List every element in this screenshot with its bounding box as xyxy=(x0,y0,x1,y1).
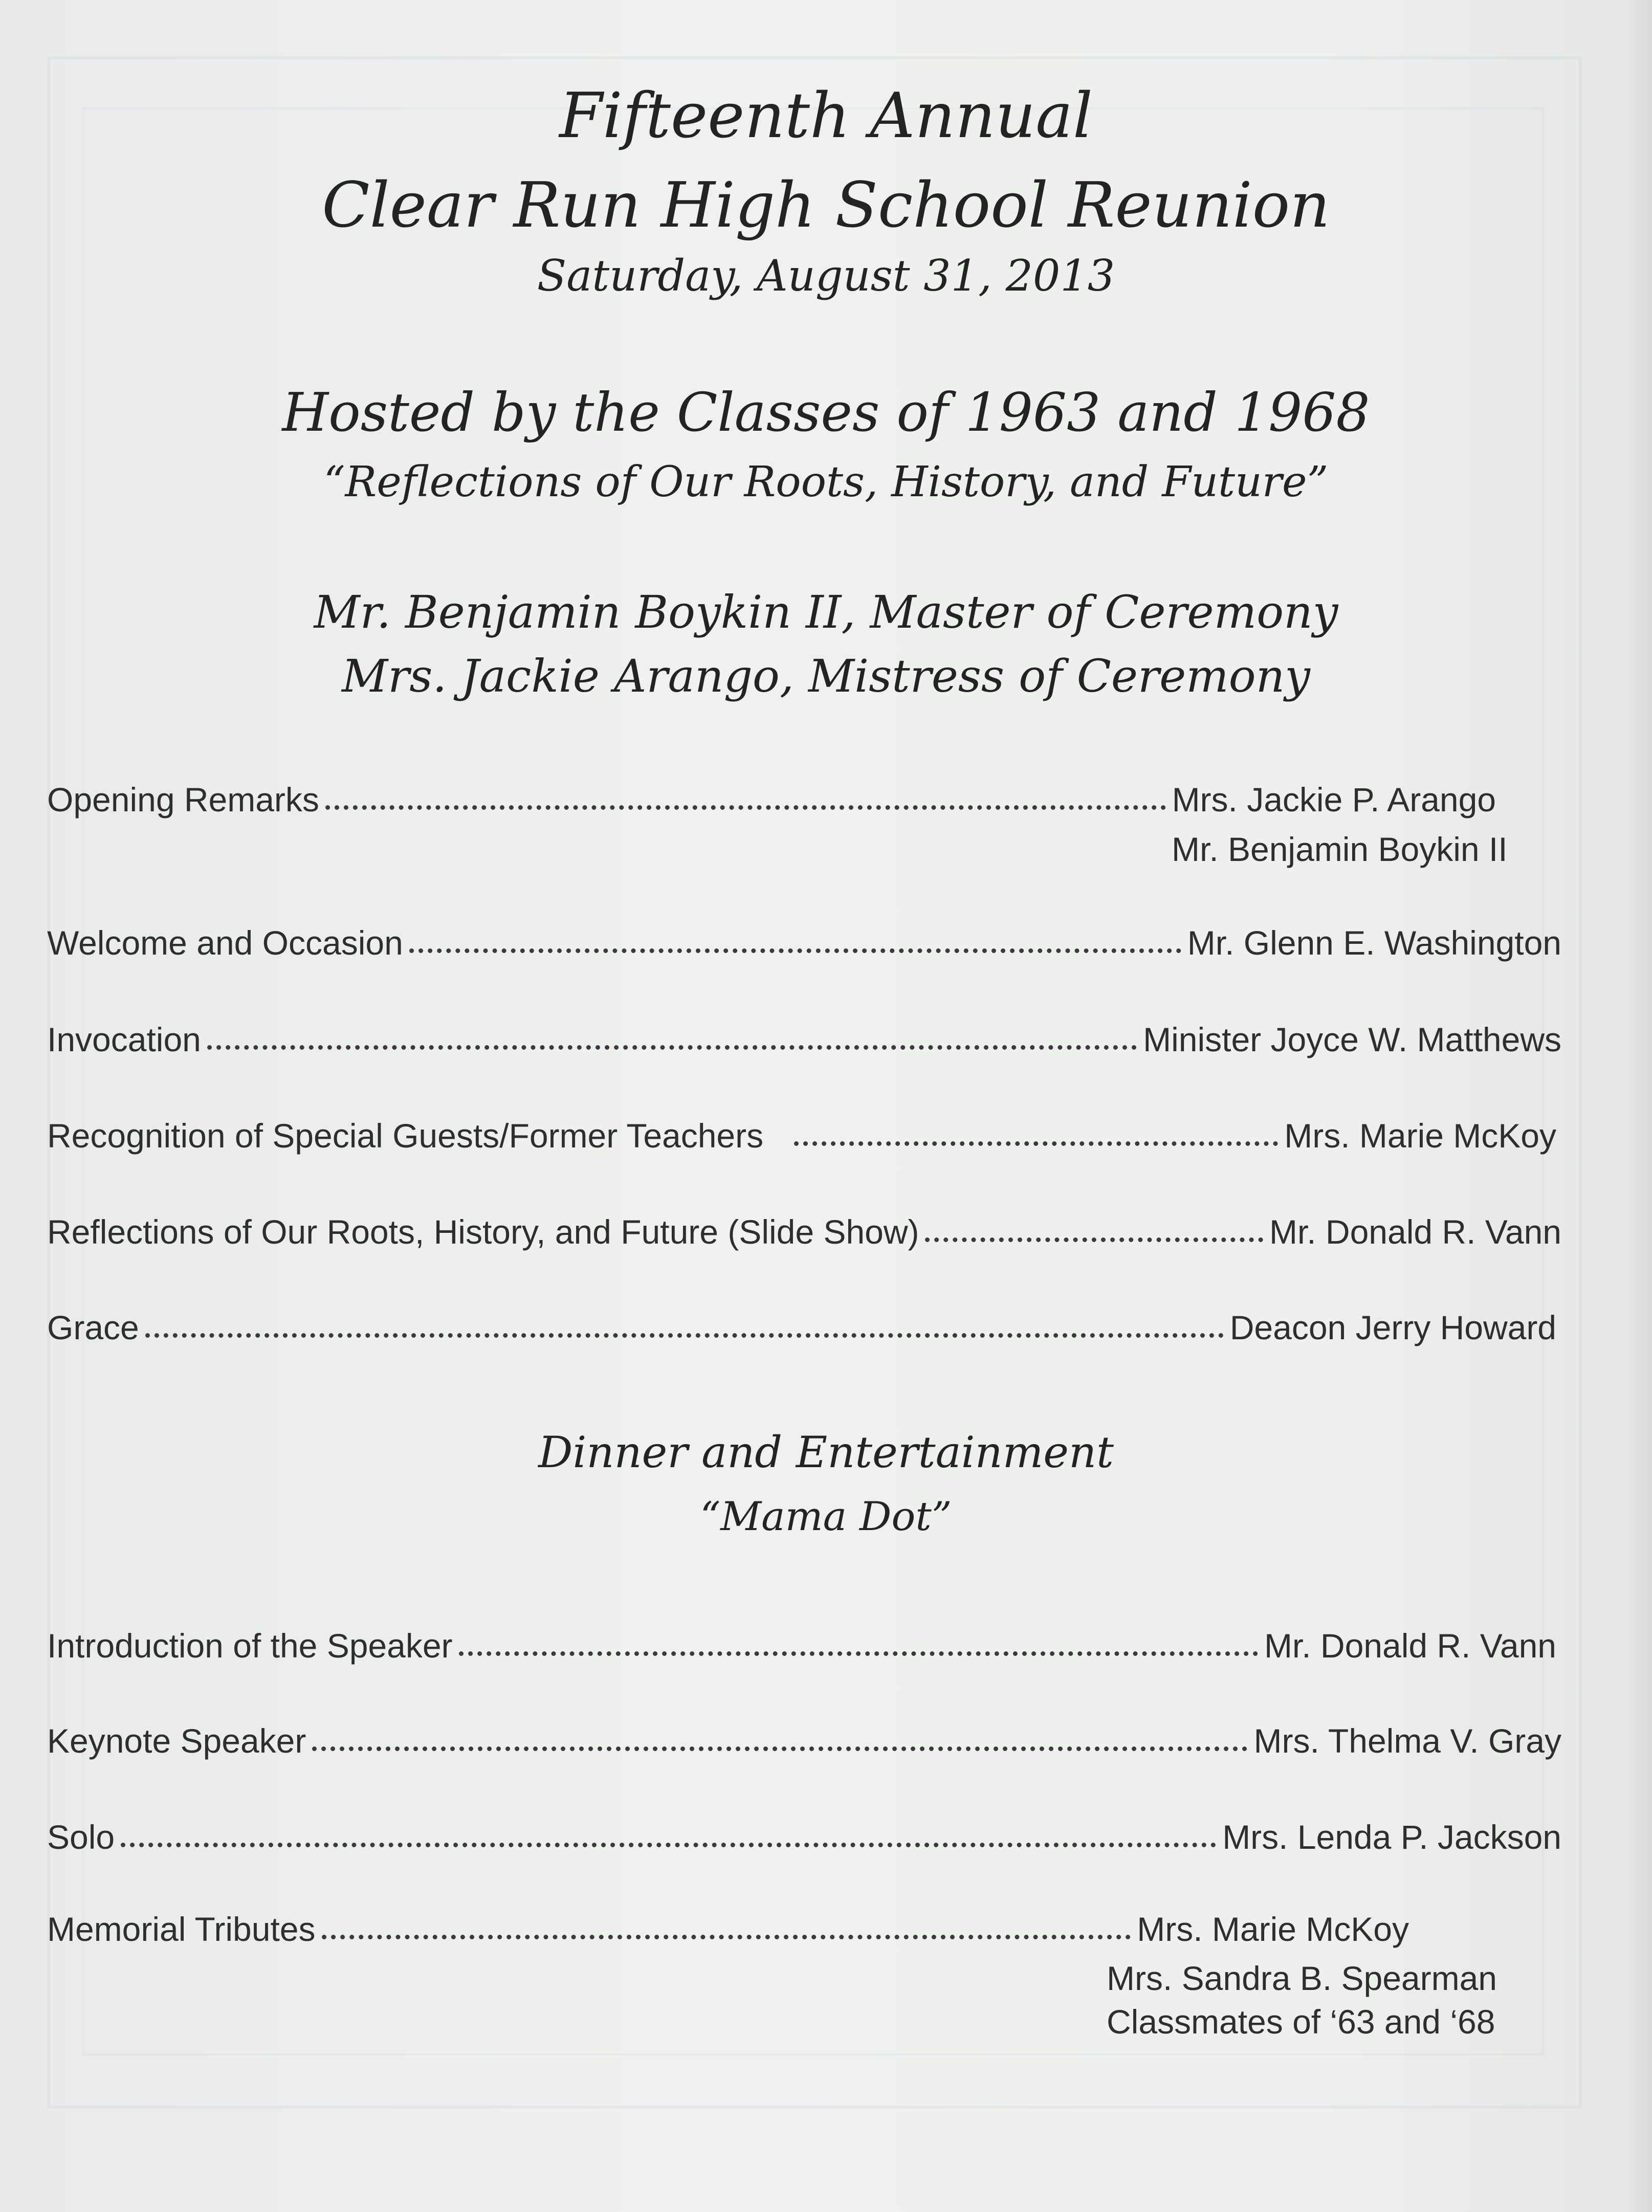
hosted-by: Hosted by the Classes of 1963 and 1968 xyxy=(282,381,1370,444)
program-item-keynote xyxy=(47,1720,1561,1761)
program-item-label: Keynote Speaker xyxy=(47,1722,306,1760)
program-item-invocation xyxy=(47,1019,1561,1060)
program-item-label: Memorial Tributes xyxy=(47,1910,316,1948)
dot-leader xyxy=(325,805,1166,810)
program-item-name: Mrs. Sandra B. Spearman xyxy=(1107,1959,1497,1997)
program-item-label: Introduction of the Speaker xyxy=(47,1627,453,1665)
program-item-introduction xyxy=(47,1625,1561,1666)
program-item-label: Grace xyxy=(47,1309,139,1346)
program-item-name: Mrs. Marie McKoy xyxy=(1284,1117,1556,1155)
dinner-heading: Dinner and Entertainment xyxy=(538,1427,1114,1477)
event-date: Saturday, August 31, 2013 xyxy=(537,251,1115,301)
program-item-name: Classmates of ‘63 and ‘68 xyxy=(1107,2003,1495,2041)
dot-leader xyxy=(925,1237,1263,1242)
program-item-label: Recognition of Special Guests/Former Teachers xyxy=(47,1117,764,1155)
program-item-label: Welcome and Occasion xyxy=(47,924,403,962)
title-line-2: Clear Run High School Reunion xyxy=(322,169,1330,241)
program-item-name: Mrs. Lenda P. Jackson xyxy=(1222,1818,1561,1856)
mistress-of-ceremony: Mrs. Jackie Arango, Mistress of Ceremony xyxy=(342,650,1310,702)
program-item-memorial xyxy=(47,1909,1561,1950)
program-item-name: Mrs. Thelma V. Gray xyxy=(1253,1722,1561,1760)
dot-leader xyxy=(794,1141,1278,1146)
program-item-grace xyxy=(47,1307,1561,1348)
dot-leader xyxy=(409,948,1181,953)
program-item-name: Deacon Jerry Howard xyxy=(1229,1309,1556,1346)
program-item-name: Mrs. Jackie P. Arango xyxy=(1172,781,1496,819)
program-item-solo xyxy=(47,1817,1561,1857)
program-item-label: Solo xyxy=(47,1818,115,1856)
event-theme: “Reflections of Our Roots, History, and Future” xyxy=(323,458,1329,506)
dot-leader xyxy=(121,1843,1216,1847)
program-item-label: Invocation xyxy=(47,1021,201,1058)
dot-leader xyxy=(207,1045,1137,1050)
program-item-name: Mr. Benjamin Boykin II xyxy=(1172,830,1508,868)
program-item-name: Minister Joyce W. Matthews xyxy=(1143,1021,1561,1058)
dot-leader xyxy=(322,1935,1131,1939)
program-item-name: Mrs. Marie McKoy xyxy=(1137,1910,1409,1948)
program-item-label: Opening Remarks xyxy=(47,781,319,819)
program-item-reflections xyxy=(47,1211,1561,1252)
dinner-performer: “Mama Dot” xyxy=(700,1494,952,1540)
dot-leader xyxy=(459,1651,1258,1656)
page-edge-shadow xyxy=(1626,0,1652,2212)
program-item-name: Mr. Donald R. Vann xyxy=(1269,1213,1561,1251)
program-item-welcome xyxy=(47,922,1561,963)
title-line-1: Fifteenth Annual xyxy=(559,79,1093,152)
dot-leader xyxy=(312,1746,1247,1751)
program-item-recognition xyxy=(47,1115,1561,1156)
program-item-name: Mr. Donald R. Vann xyxy=(1264,1627,1556,1665)
master-of-ceremony: Mr. Benjamin Boykin II, Master of Ceremony xyxy=(314,586,1338,638)
program-item-name: Mr. Glenn E. Washington xyxy=(1187,924,1561,962)
dot-leader xyxy=(145,1333,1224,1338)
program-item-label: Reflections of Our Roots, History, and Future (Slide Show) xyxy=(47,1213,919,1251)
program-item-opening-remarks xyxy=(47,779,1561,820)
